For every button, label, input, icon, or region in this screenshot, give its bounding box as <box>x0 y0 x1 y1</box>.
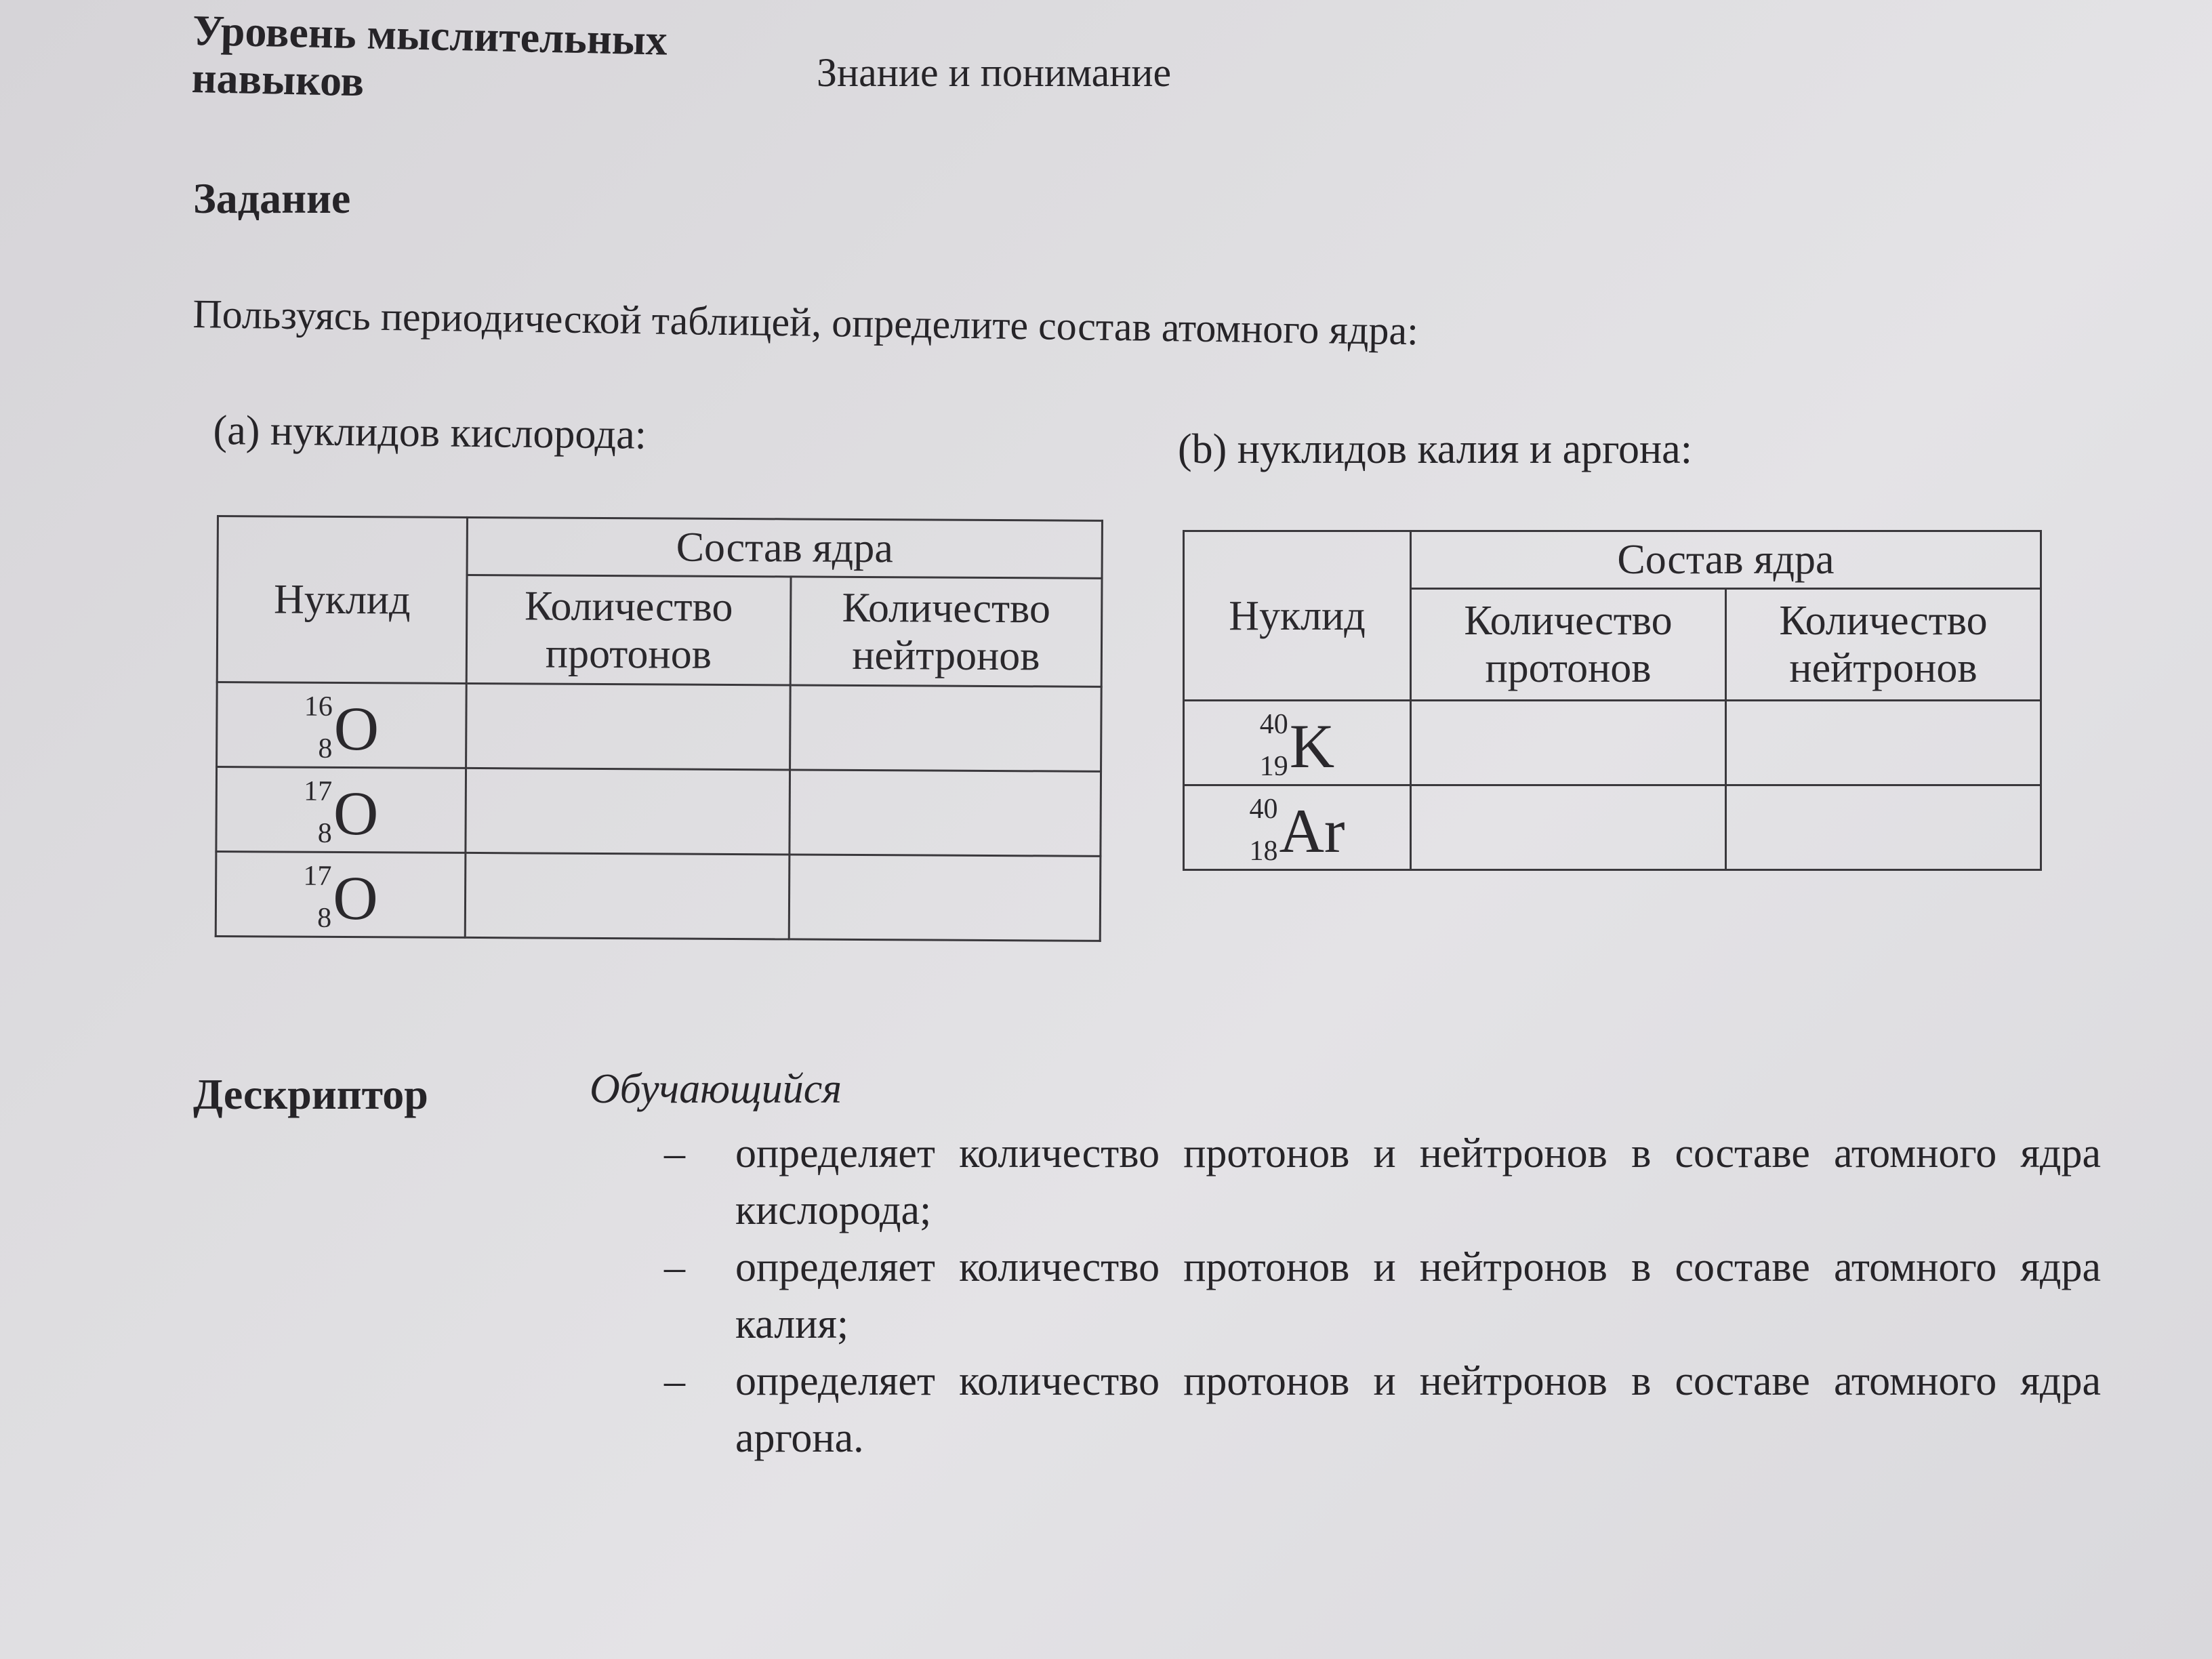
potassium-argon-nuclides-table <box>1183 530 2042 871</box>
neutrons-column-header: Количество нейтронов <box>1726 589 2041 701</box>
table-row <box>1184 701 2041 785</box>
descriptor-item-text: определяет количество протонов и нейтронов в составе атомного ядра кислорода; <box>735 1130 2101 1233</box>
list-item <box>664 1239 2101 1353</box>
nucleus-composition-header: Состав ядра <box>467 517 1102 578</box>
mass-number: 17 <box>303 860 332 892</box>
protons-answer-cell[interactable] <box>466 683 791 770</box>
descriptor-label: Дескриптор <box>193 1070 428 1118</box>
protons-answer-cell[interactable] <box>466 768 790 855</box>
descriptor-item-text: определяет количество протонов и нейтронов в составе атомного ядра калия; <box>735 1244 2101 1347</box>
skill-level-label: Уровень мыслительных навыков <box>191 6 668 106</box>
protons-answer-cell[interactable] <box>1411 701 1726 785</box>
list-item <box>664 1125 2101 1239</box>
element-symbol: O <box>333 863 379 933</box>
nuclide-column-header: Нуклид <box>217 516 467 684</box>
mass-number: 17 <box>304 775 333 807</box>
list-item <box>664 1353 2101 1467</box>
nucleus-composition-header: Состав ядра <box>1411 531 2041 589</box>
nuclide-cell <box>216 852 466 938</box>
protons-answer-cell[interactable] <box>1411 785 1726 870</box>
atomic-number: 8 <box>317 902 332 934</box>
neutrons-column-header: Количество нейтронов <box>790 577 1102 687</box>
table-row <box>217 682 1102 772</box>
atomic-number: 8 <box>317 817 332 849</box>
nuclide-cell <box>217 682 467 769</box>
neutrons-answer-cell[interactable] <box>1726 785 2041 870</box>
atomic-number: 8 <box>318 733 333 764</box>
protons-column-header: Количество протонов <box>1411 589 1726 701</box>
dash-bullet: – <box>664 1130 685 1176</box>
descriptor-list <box>664 1125 2101 1467</box>
skill-level-value: Знание и понимание <box>817 50 1172 95</box>
task-heading: Задание <box>193 174 351 222</box>
protons-answer-cell[interactable] <box>465 853 790 939</box>
nuclide-cell <box>1184 785 1411 870</box>
dash-bullet: – <box>664 1244 685 1290</box>
part-a-label: (a) нуклидов кислорода: <box>213 407 647 458</box>
neutrons-answer-cell[interactable] <box>790 685 1102 771</box>
part-b-label: (b) нуклидов калия и аргона: <box>1178 426 1692 472</box>
nuclide-cell <box>1184 701 1411 785</box>
mass-number: 40 <box>1259 708 1288 740</box>
neutrons-answer-cell[interactable] <box>1726 701 2041 785</box>
dash-bullet: – <box>664 1358 685 1404</box>
atomic-number: 18 <box>1249 835 1278 867</box>
neutrons-answer-cell[interactable] <box>789 855 1101 941</box>
mass-number: 40 <box>1249 793 1278 825</box>
nuclide-cell <box>216 767 466 853</box>
element-symbol: K <box>1289 711 1335 781</box>
atomic-number: 19 <box>1259 750 1288 782</box>
mass-number: 16 <box>304 691 333 722</box>
element-symbol: O <box>333 693 380 764</box>
nuclide-column-header: Нуклид <box>1184 531 1411 701</box>
element-symbol: O <box>333 778 379 848</box>
descriptor-item-text: определяет количество протонов и нейтронов в составе атомного ядра аргона. <box>735 1358 2101 1461</box>
table-row <box>216 852 1101 941</box>
neutrons-answer-cell[interactable] <box>790 770 1101 856</box>
table-row <box>216 767 1101 857</box>
oxygen-nuclides-table <box>215 515 1103 942</box>
descriptor-learner: Обучающийся <box>590 1066 842 1112</box>
table-row <box>1184 785 2041 870</box>
protons-column-header: Количество протонов <box>466 575 791 685</box>
element-symbol: Ar <box>1279 796 1345 865</box>
task-instruction: Пользуясь периодической таблицей, определите состав атомного ядра: <box>192 291 1419 354</box>
